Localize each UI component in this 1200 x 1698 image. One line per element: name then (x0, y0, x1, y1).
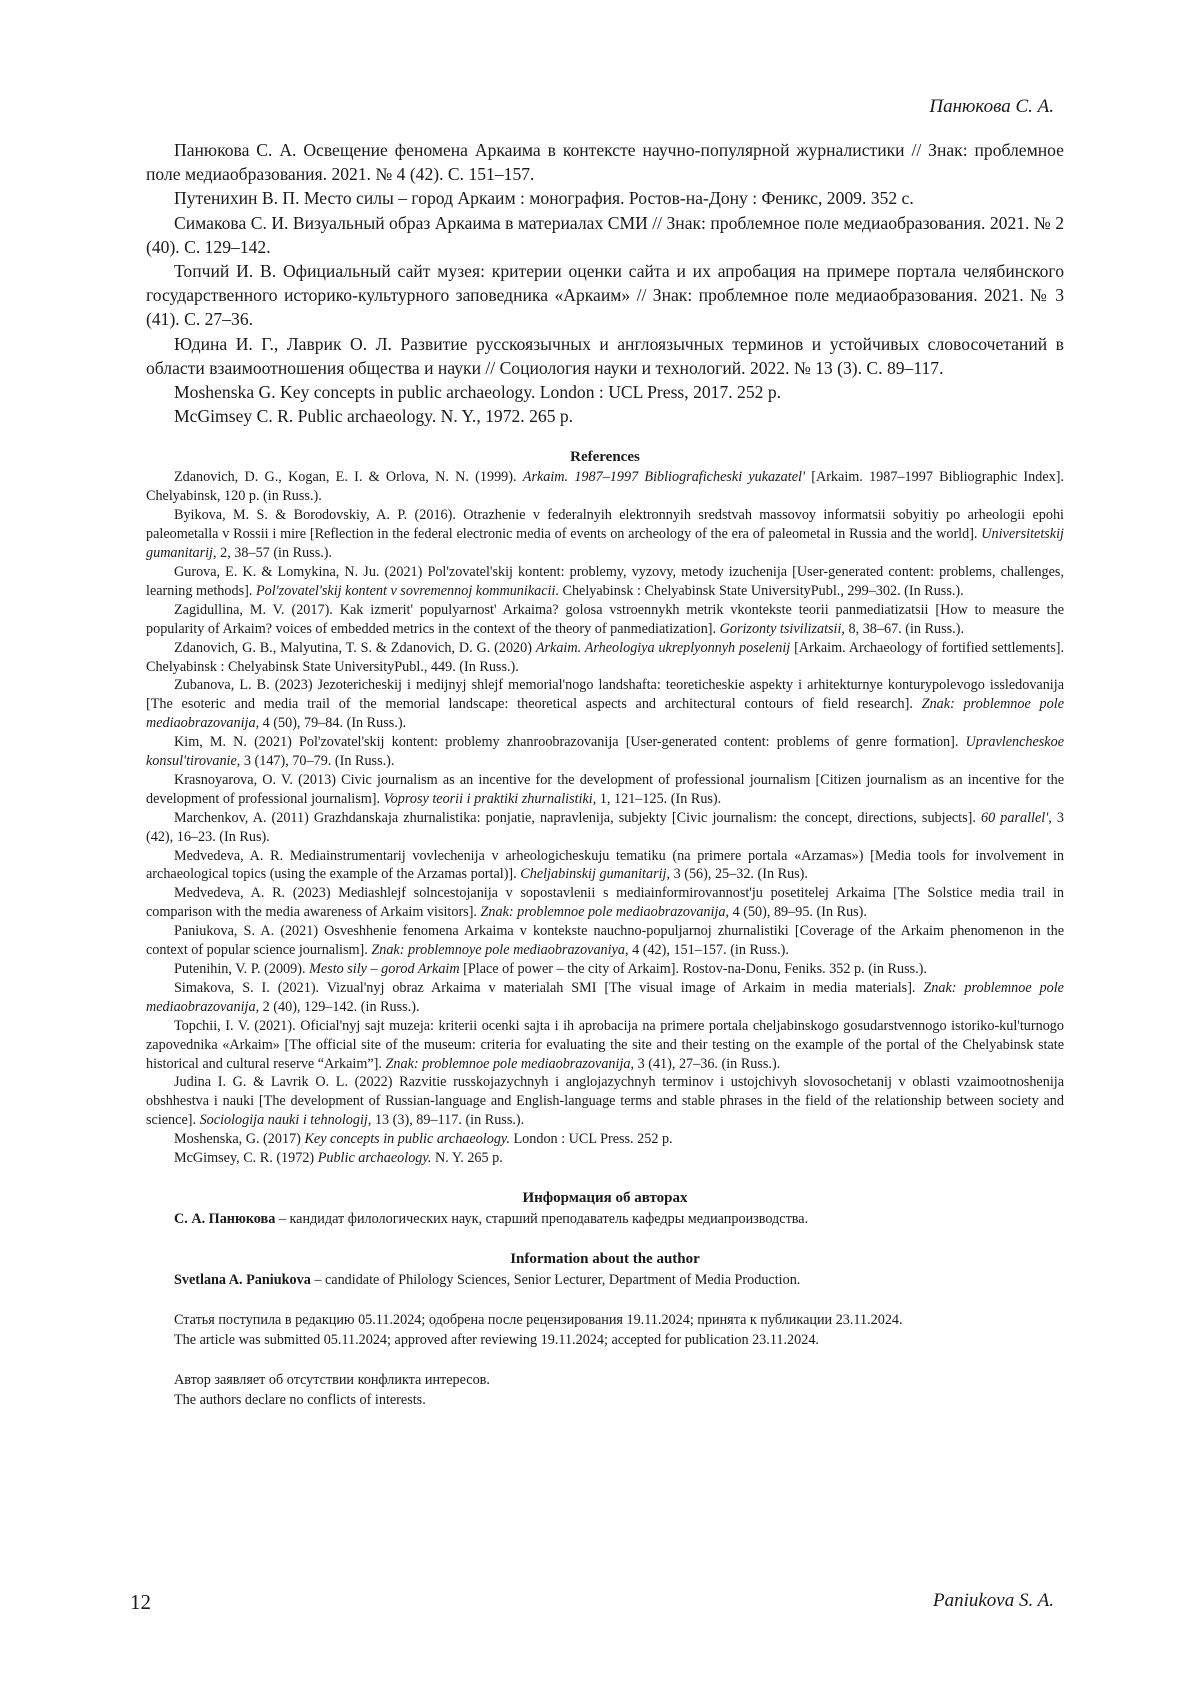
reference-entry: Judina I. G. & Lavrik O. L. (2022) Razvitie russkojazychnyh i anglojazychnyh terminov i ustojchivyh slovosochetanij v oblasti vzaimootnoshenija obshhestva i nauki [The development of Russian-language and English-language terms and stable phrases in the field of the relationship between society and science]. Sociologija nauki i tehnologij, 13 (3), 89–117. (in Russ.). (146, 1074, 1064, 1129)
bibliography-entry: Путенихин В. П. Место силы – город Аркаим : монография. Ростов-на-Дону : Феникс, 2009. 352 с. (174, 188, 914, 209)
author-ru-name: С. А. Панюкова (174, 1210, 276, 1227)
reference-entry: Marchenkov, A. (2011) Grazhdanskaja zhurnalistika: ponjatie, napravlenija, subjekty [Civic journalism: the concept, directions, subjects]. 60 parallel', 3 (42), 16–23. (In Rus). (146, 809, 1065, 845)
reference-entry: Moshenska, G. (2017) Key concepts in public archaeology. London : UCL Press. 252 p. (174, 1131, 673, 1148)
reference-entry: Gurova, E. K. & Lomykina, N. Ju. (2021) Pol'zovatel'skij kontent: problemy, vyzovy, metody izuchenija [User-generated content: problems, challenges, learning methods]. Pol'zovatel'skij kontent v sovremennoj kommunikacii. Chelyabinsk : Chelyabinsk State UniversityPubl., 299–302. (In Russ.). (146, 563, 1064, 599)
dates-en: The article was submitted 05.11.2024; approved after reviewing 19.11.2024; accepted for publication 23.11.2024. (174, 1331, 819, 1348)
reference-entry: Putenihin, V. P. (2009). Mesto sily – gorod Arkaim [Place of power – the city of Arkaim]. Rostov-na-Donu, Feniks. 352 p. (in Russ.). (174, 961, 927, 977)
reference-entry: Simakova, S. I. (2021). Vizual'nyj obraz Arkaima v materialah SMI [The visual image of Arkaim in media materials]. Znak: problemnoe pole mediaobrazovanija, 2 (40), 129–142. (in Russ.). (146, 979, 1064, 1015)
references-list (146, 468, 1064, 1168)
bibliography-entry: Симакова С. И. Визуальный образ Аркаима в материалах СМИ // Знак: проблемное поле медиаобразования. 2021. № 2 (40). С. 129–142. (146, 212, 1064, 257)
author-en-name: Svetlana A. Paniukova (174, 1271, 311, 1288)
reference-entry: Zagidullina, M. V. (2017). Kak izmerit' populyarnost' Arkaima? golosa vstroennykh metrik vkontekste teorii panmediatizatsii [How to measure the popularity of Arkaim? voices of embedded metrics in the context of the theory of panmediatization]. Gorizonty tsivilizatsii, 8, 38–67. (in Russ.). (146, 601, 1064, 637)
article-notes (146, 1310, 1064, 1410)
reference-entry: Kim, M. N. (2021) Pol'zovatel'skij kontent: problemy zhanroobrazovanija [User-generated content: problems of genre formation]. Upravlencheskoe konsul'tirovanie, 3 (147), 70–79. (In Russ.). (146, 734, 1064, 770)
bibliography-entry: Юдина И. Г., Лаврик О. Л. Развитие русскоязычных и англоязычных терминов и устойчивых словосочетаний в области взаимоотношения общества и науки // Социология науки и технологий. 2022. № 13 (3). С. 89–117. (146, 333, 1064, 378)
running-head: Панюкова С. А. (929, 96, 1054, 117)
reference-entry: Paniukova, S. A. (2021) Osveshhenie fenomena Arkaima v kontekste nauchno-populjarnoj zhurnalistiki [Coverage of the Arkaim phenomenon in the context of popular science journalism]. Znak: problemnoye pole mediaobrazovaniya, 4 (42), 151–157. (in Russ.). (146, 923, 1064, 959)
reference-entry: Topchii, I. V. (2021). Oficial'nyj sajt muzeja: kriterii ocenki sajta i ih aprobacija na primere portala cheljabinskogo gosudarstvennogo istoriko-kul'turnogo zapovednika «Arkaim» [The official site of the museum: criteria for evaluating the site and their testing on the example of the portal of the Chelyabinsk state historical and cultural reserve “Arkaim”]. Znak: problemnoe pole mediaobrazovanija, 3 (41), 27–36. (in Russ.). (146, 1017, 1064, 1072)
reference-entry: McGimsey, C. R. (1972) Public archaeology. N. Y. 265 p. (174, 1150, 503, 1167)
page-number: 12 (130, 1590, 151, 1614)
conflict-ru: Автор заявляет об отсутствии конфликта интересов. (174, 1371, 490, 1388)
references-title: References (570, 449, 640, 466)
page-content (146, 138, 1064, 1410)
dates-ru: Статья поступила в редакцию 05.11.2024; одобрена после рецензирования 19.11.2024; принята к публикации 23.11.2024. (174, 1311, 903, 1328)
author-ru-info (146, 1209, 1064, 1229)
bibliography-entry: Moshenska G. Key concepts in public archaeology. London : UCL Press, 2017. 252 p. (174, 382, 782, 403)
conflict-en: The authors declare no conflicts of interests. (174, 1391, 426, 1408)
author-ru-description: – кандидат филологических наук, старший преподаватель кафедры медиапроизводства. (275, 1210, 809, 1227)
authors-ru-title: Информация об авторах (522, 1189, 688, 1206)
author-en-description: – candidate of Philology Sciences, Senior Lecturer, Department of Media Production. (310, 1271, 801, 1288)
reference-entry: Medvedeva, A. R. (2023) Mediashlejf solncestojanija v sopostavlenii s mediainformirovannost'ju posetitelej Arkaima [The Solstice media trail in comparison with the media awareness of Arkaim visitors]. Znak: problemnoe pole mediaobrazovanija, 4 (50), 89–95. (In Rus). (146, 885, 1064, 921)
author-en-info (146, 1270, 1064, 1290)
bibliography-list (146, 138, 1064, 428)
bibliography-entry: McGimsey C. R. Public archaeology. N. Y., 1972. 265 p. (174, 406, 574, 427)
bibliography-entry: Панюкова С. А. Освещение феномена Аркаима в контексте научно-популярной журналистики // Знак: проблемное поле медиаобразования. 2021. № 4 (42). С. 151–157. (146, 140, 1064, 185)
reference-entry: Byikova, M. S. & Borodovskiy, A. P. (2016). Otrazhenie v federalnyih elektronnyih sredstvah massovoy informatsii sobyitiy po arheologii epohi paleometalla v Rossii i mire [Reflection in the federal electronic media of events on archeology of the era of paleometal in Russia and the world]. Universitetskij gumanitarij, 2, 38–57 (in Russ.). (146, 507, 1064, 562)
reference-entry: Krasnoyarova, O. V. (2013) Civic journalism as an incentive for the development of professional journalism [Citizen journalism as an incentive for the development of professional journalism]. Voprosy teorii i praktiki zhurnalistiki, 1, 121–125. (In Rus). (146, 771, 1064, 807)
footer-author: Paniukova S. A. (932, 1590, 1054, 1611)
authors-en-title: Information about the author (510, 1250, 700, 1267)
reference-entry: Zdanovich, G. B., Malyutina, T. S. & Zdanovich, D. G. (2020) Arkaim. Arheologiya ukreplyonnyh poselenij [Arkaim. Archaeology of fortified settlements]. Chelyabinsk : Chelyabinsk State UniversityPubl., 449. (In Russ.). (146, 639, 1064, 675)
reference-entry: Zubanova, L. B. (2023) Jezotericheskij i medijnyj shlejf memorial'nogo landshafta: teoreticheskie aspekty i arhitekturnye konturypolevogo issledovanija [The esoteric and media trail of the memorial landscape: theoretical aspects and architectural contours of field research]. Znak: problemnoe pole mediaobrazovanija, 4 (50), 79–84. (In Russ.). (146, 677, 1064, 732)
reference-entry: Medvedeva, A. R. Mediainstrumentarij vovlechenija v arheologicheskuju tematiku (na primere portala «Arzamas») [Media tools for involvement in archaeological topics (using the example of the Arzamas portal)]. Cheljabinskij gumanitarij, 3 (56), 25–32. (In Rus). (146, 847, 1064, 883)
bibliography-entry: Топчий И. В. Официальный сайт музея: критерии оценки сайта и их апробация на примере портала челябинского государственного историко-культурного заповедника «Аркаим» // Знак: проблемное поле медиаобразования. 2021. № 3 (41). С. 27–36. (146, 261, 1064, 330)
reference-entry: Zdanovich, D. G., Kogan, E. I. & Orlova, N. N. (1999). Arkaim. 1987–1997 Bibliograficheski yukazatel' [Arkaim. 1987–1997 Bibliographic Index]. Chelyabinsk, 120 p. (in Russ.). (146, 469, 1065, 505)
